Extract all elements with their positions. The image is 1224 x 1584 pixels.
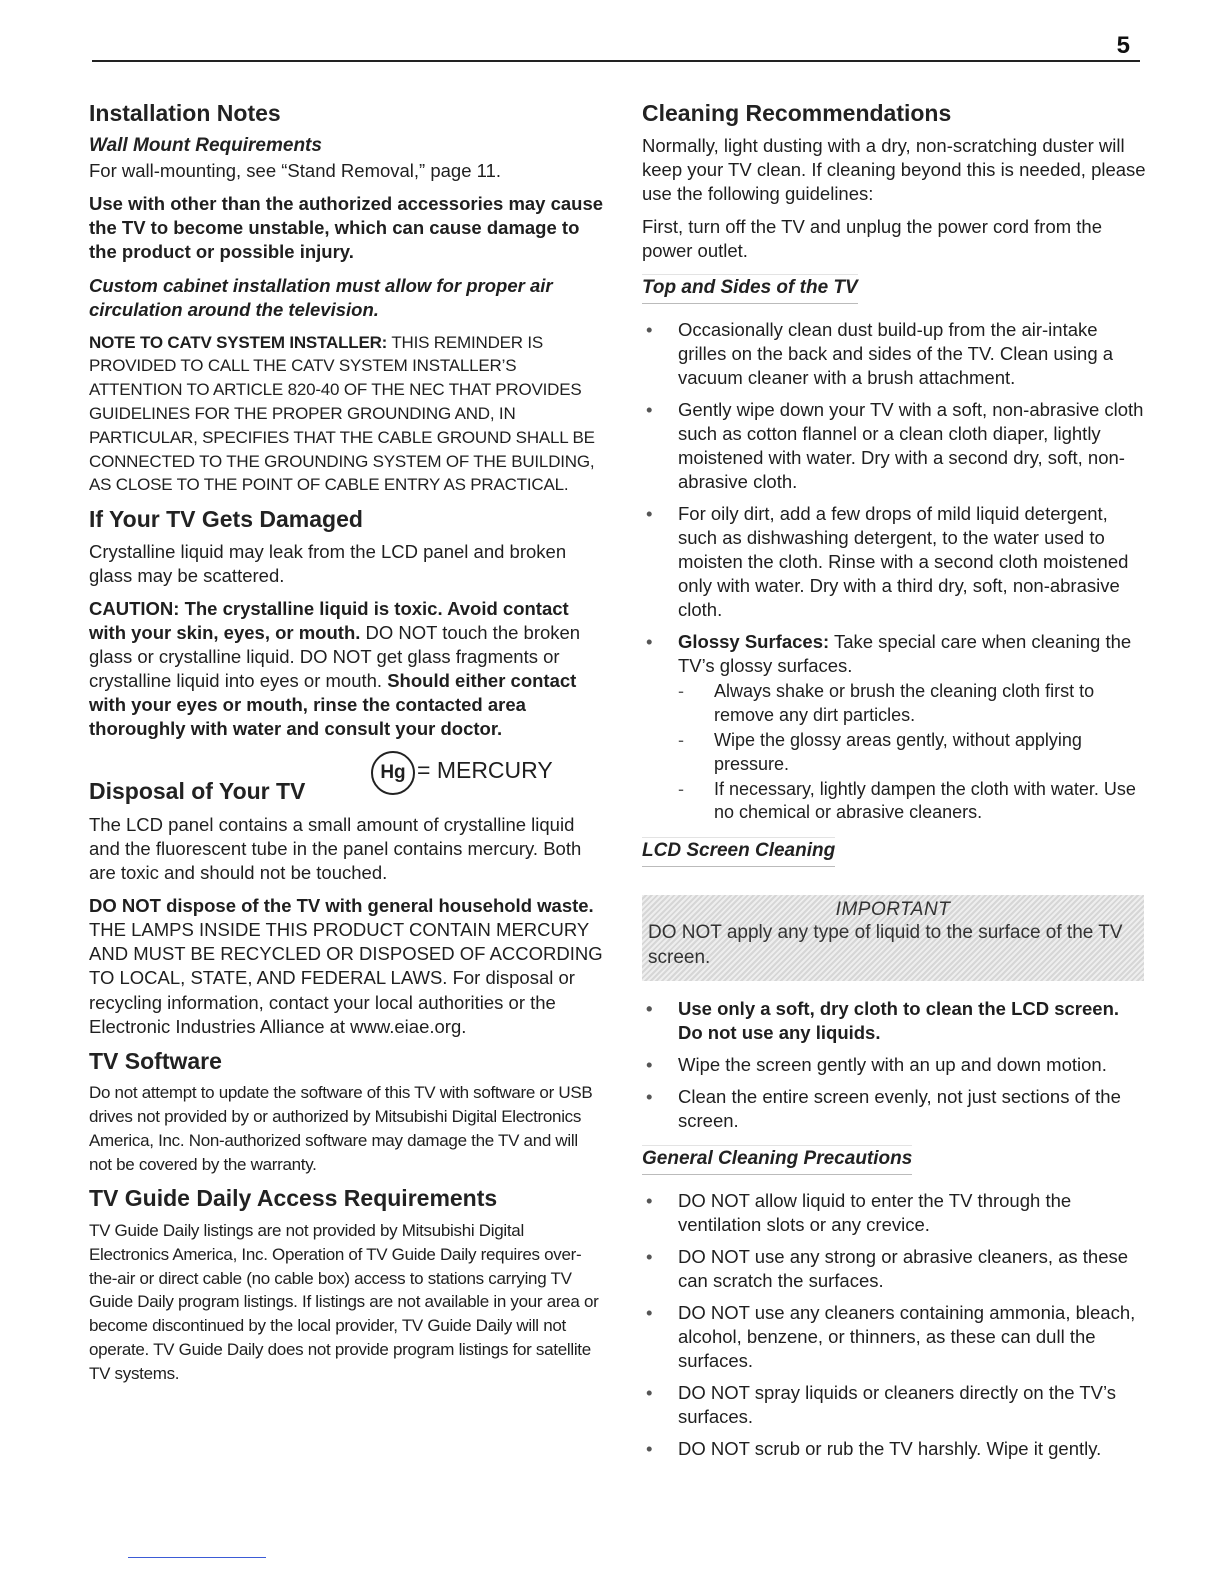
list-item: • DO NOT scrub or rub the TV harshly. Wipe it gently. [642,1437,1147,1461]
disposal-info: For disposal or recycling information, contact your local authorities or the Electronic Industries Alliance at www.eiae.org. [89,967,575,1037]
list-item: • DO NOT use any cleaners containing ammonia, bleach, alcohol, benzene, or thinners, as these can dull the surfaces. [642,1301,1147,1373]
glossy-label: Glossy Surfaces: [678,631,830,653]
top-sides-list [642,318,1147,825]
software-text: Do not attempt to update the software of this TV with software or USB drives not provided by or authorized by Mitsubishi Digital Electronics America, Inc. Non-authorized software may damage the TV and will not be covered by the warranty. [89,1083,593,1174]
disposal-heading: Disposal of Your TV [89,777,306,804]
general-list [642,1189,1147,1461]
list-item: - Wipe the glossy areas gently, without applying pressure. [678,729,1147,776]
wall-mount-text: For wall-mounting, see “Stand Removal,” page 11. [89,160,501,182]
page-number: 5 [1116,32,1130,59]
list-item: • Occasionally clean dust build-up from the air-intake grilles on the back and sides of the TV. Clean using a vacuum cleaner with a brush attachment. [642,318,1147,390]
installation-notes-heading: Installation Notes [89,100,281,126]
wall-mount-heading: Wall Mount Requirements [89,134,322,156]
caution-text: DO NOT touch the broken glass or crystalline liquid. DO NOT get glass fragments or crystalline liquid into eyes or mouth. [89,621,581,692]
left-column [89,100,604,1395]
glossy-item [642,630,1147,824]
cleaning-intro: Normally, light dusting with a dry, non-scratching duster will keep your TV clean. If cleaning beyond this is needed, please use the following guidelines: [642,134,1146,204]
cleaning-first: First, turn off the TV and unplug the power cord from the power outlet. [642,215,1103,261]
important-title: IMPORTANT [835,898,951,920]
disposal-heading-row [89,755,604,805]
footer-line [128,1557,266,1558]
accessories-warning: Use with other than the authorized accessories may cause the TV to become unstable, which can cause damage to the product or possible injury. [89,193,604,263]
mercury-label: = MERCURY [417,757,553,784]
damaged-text: Crystalline liquid may leak from the LCD panel and broken glass may be scattered. [89,540,567,586]
glossy-text: Take special care when cleaning the TV’s glossy surfaces. [678,631,1132,677]
software-heading: TV Software [89,1047,222,1074]
caution-bold-2: Should either contact with your eyes or mouth, rinse the contacted area thoroughly with water and consult your doctor. [89,670,577,740]
disposal-bold: DO NOT dispose of the TV with general household waste. [89,895,594,917]
list-item: • Use only a soft, dry cloth to clean the LCD screen. Do not use any liquids. [642,997,1147,1045]
top-sides-heading: Top and Sides of the TV [642,274,858,304]
catv-text: THIS REMINDER IS PROVIDED TO CALL THE CATV SYSTEM INSTALLER’S ATTENTION TO ARTICLE 820-40 OF THE NEC THAT PROVIDES GUIDELINES FOR THE PROPER GROUNDING AND, IN PARTICULAR, SPECIFIES THAT THE CABLE GROUND SHALL BE CONNECTED TO THE GROUNDING SYSTEM OF THE BUILDING, AS CLOSE TO THE POINT OF CABLE ENTRY AS PRACTICAL. [89,332,595,495]
disposal-warning [89,894,604,1038]
lcd-list [642,997,1147,1133]
header-rule [92,60,1140,62]
catv-label: NOTE TO CATV SYSTEM INSTALLER: [89,332,388,352]
catv-note [89,331,604,498]
lcd-screen-heading: LCD Screen Cleaning [642,837,835,867]
list-item: • Gently wipe down your TV with a soft, non-abrasive cloth such as cotton flannel or a clean cloth diaper, lightly moistened with water. Dry with a second dry, soft, non-abrasive cloth. [642,398,1147,494]
list-item: • DO NOT allow liquid to enter the TV through the ventilation slots or any crevice. [642,1189,1147,1237]
glossy-sub-list [678,680,1147,824]
cleaning-heading: Cleaning Recommendations [642,100,952,126]
cabinet-note: Custom cabinet installation must allow for proper air circulation around the television. [89,274,553,320]
caution-bold: CAUTION: The crystalline liquid is toxic. Avoid contact with your skin, eyes, or mouth. [89,597,569,643]
tvguide-heading: TV Guide Daily Access Requirements [89,1185,498,1212]
caution-paragraph [89,597,604,741]
list-item: • DO NOT spray liquids or cleaners directly on the TV’s surfaces. [642,1381,1147,1429]
list-item: • Wipe the screen gently with an up and down motion. [642,1053,1147,1077]
list-item: • For oily dirt, add a few drops of mild liquid detergent, such as dishwashing detergent, to the water used to moisten the cloth. Rinse with a second cloth moistened only with water. Dry with a third dry, soft, non-abrasive cloth. [642,502,1147,622]
list-item: - Always shake or brush the cleaning cloth first to remove any dirt particles. [678,680,1147,727]
disposal-text: The LCD panel contains a small amount of crystalline liquid and the fluorescent tube in the panel contains mercury. Both are toxic and should not be touched. [89,814,582,884]
list-item: • DO NOT use any strong or abrasive cleaners, as these can scratch the surfaces. [642,1245,1147,1293]
general-precautions-heading: General Cleaning Precautions [642,1145,912,1175]
tvguide-text: TV Guide Daily listings are not provided by Mitsubishi Digital Electronics America, Inc. Operation of TV Guide Daily requires over-the-air or direct cable (no cable box) access to stations carrying TV Guide Daily program listings. If listings are not available in your area or become discontinued by the local provider, TV Guide Daily will not operate. TV Guide Daily does not provide program listings for satellite TV systems. [89,1220,599,1383]
right-column [642,100,1147,1472]
list-item: - If necessary, lightly dampen the cloth with water. Use no chemical or abrasive cleaners. [678,778,1147,825]
mercury-hg-icon: Hg [371,751,415,795]
damaged-heading: If Your TV Gets Damaged [89,506,363,533]
list-item: • Clean the entire screen evenly, not just sections of the screen. [642,1085,1147,1133]
important-box [642,895,1144,981]
disposal-caps: THE LAMPS INSIDE THIS PRODUCT CONTAIN MERCURY AND MUST BE RECYCLED OR DISPOSED OF ACCORDING TO LOCAL, STATE, AND FEDERAL LAWS. [89,919,603,989]
important-text: DO NOT apply any type of liquid to the surface of the TV screen. [648,921,1123,968]
